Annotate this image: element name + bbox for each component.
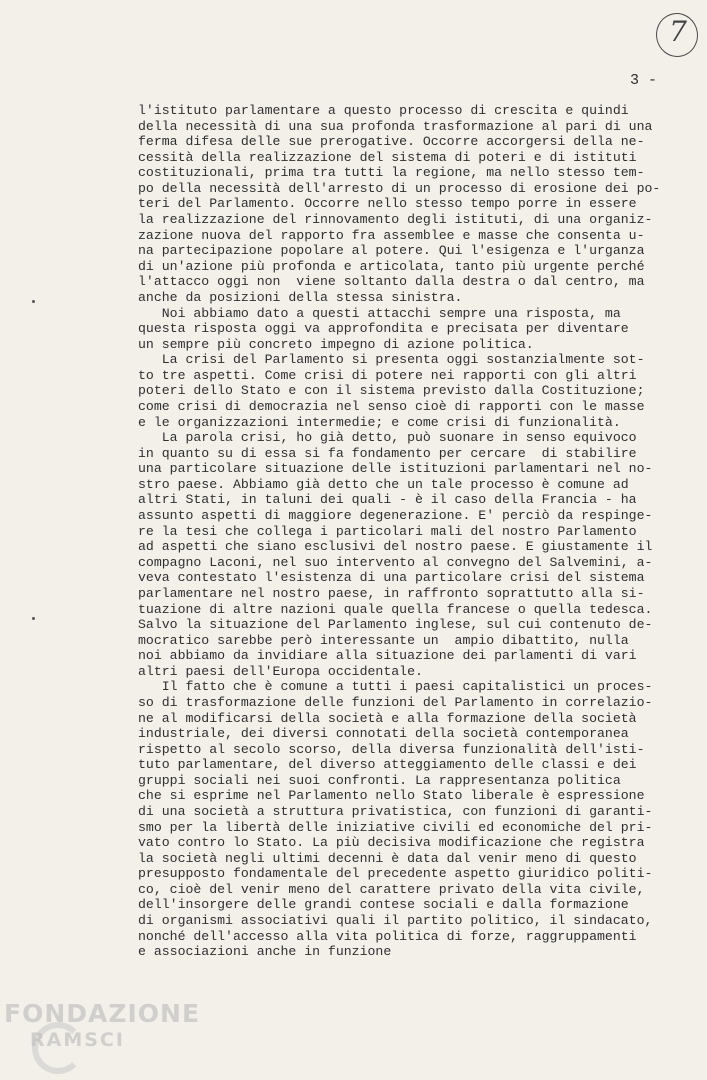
text-line: na partecipazione popolare al potere. Qui l'esigenza e l'urganza [138,243,645,259]
text-line: teri del Parlamento. Occorre nello stesso tempo porre in essere [138,196,637,212]
text-line: stro paese. Abbiamo già detto che un tale processo è comune ad [138,476,629,492]
text-line: la realizzazione del rinnovamento degli istituti, di una organiz- [138,212,653,228]
text-line: po della necessità dell'arresto di un processo di erosione dei po- [138,180,661,196]
text-line: l'istituto parlamentare a questo processo di crescita e quindi [138,103,629,118]
text-line: La parola crisi, ho già detto, può suonare in senso equivoco [138,430,637,446]
text-line: un sempre più concreto impegno di azione politica. [138,336,534,352]
text-line: e le organizzazioni intermedie; e come crisi di funzionalità. [138,414,621,430]
text-line: cessità della realizzazione del sistema di poteri e di istituti [138,149,637,165]
text-line: ad aspetti che siano esclusivi del nostro paese. E giustamente il [138,539,653,555]
text-line: nonché dell'accesso alla vita politica di forze, raggruppamenti [138,928,637,944]
text-line: re la tesi che collega i particolari mali del nostro Parlamento [138,523,637,539]
text-line: della necessità di una sua profonda trasformazione al pari di una [138,118,653,134]
text-line: assunto aspetti di maggiore degenerazione. E' perciò da respinge- [138,508,653,524]
page-number: 3 - [630,72,658,89]
text-line: rispetto al secolo scorso, della diversa funzionalità dell'isti- [138,741,645,757]
text-line: veva contestato l'esistenza di una particolare crisi del sistema [138,570,645,586]
text-line: una particolare situazione delle istituzioni parlamentari nel no- [138,461,653,477]
text-line: compagno Laconi, nel suo intervento al convegno del Salvemini, a- [138,554,653,570]
text-line: di organismi associativi quali il partito politico, il sindacato, [138,913,653,929]
text-line: presupposto fondamentale del precedente aspetto giuridico politi- [138,866,653,882]
text-line: come crisi di democrazia nel senso cioè di rapporti con le masse [138,398,645,414]
text-line: di una società a struttura privatistica, con funzioni di garanti- [138,804,653,820]
text-line: tuto parlamentare, del diverso atteggiamento delle classi e dei [138,757,637,773]
text-line: dell'insorgere delle grandi contese sociali e dalla formazione [138,897,629,913]
text-line: vato contro lo Stato. La più decisiva modificazione che registra [138,835,645,851]
watermark-line-2: RAMSCI [30,1029,125,1051]
typed-body-text [138,103,698,960]
text-line: so di trasformazione delle funzioni del Parlamento in correlazio- [138,694,653,710]
text-line: tuazione di altre nazioni quale quella francese o quella tedesca. [138,601,653,617]
text-line: l'attacco oggi non viene soltanto dalla destra o dal centro, ma [138,274,645,290]
text-line: la società negli ultimi decenni è data dal venir meno di questo [138,850,637,866]
text-line: co, cioè del venir meno del carattere privato della vita civile, [138,881,645,897]
watermark-logo [4,1000,204,1052]
text-line: anche da posizioni della stessa sinistra. [138,289,463,305]
margin-dot [32,617,35,620]
watermark-line-1: FONDAZIONE [4,999,201,1028]
text-line: Salvo la situazione del Parlamento inglese, sul cui contenuto de- [138,617,653,633]
folio-number: 7 [669,15,687,48]
text-line: smo per la libertà delle iniziative civili ed economiche del pri- [138,819,653,835]
text-line: Il fatto che è comune a tutti i paesi capitalistici un proces- [138,679,653,695]
text-line: altri paesi dell'Europa occidentale. [138,663,423,679]
text-line: to tre aspetti. Come crisi di potere nei rapporti con gli altri [138,367,637,383]
text-line: di un'azione più profonda e articolata, tanto più urgente perché [138,258,645,274]
text-line: costituzionali, prima tra tutti la regione, ma nello stesso tem- [138,165,645,181]
text-line: mocratico sarebbe però interessante un ampio dibattito, nulla [138,632,629,648]
text-line: industriale, dei diversi connotati della società contemporanea [138,726,629,742]
text-line: poteri dello Stato e con il sistema previsto dalla Costituzione; [138,383,645,399]
text-line: e associazioni anche in funzione [138,944,392,960]
text-line: ferma difesa delle sue prerogative. Occorre accorgersi della ne- [138,134,645,150]
margin-dot [32,300,35,303]
text-line: in quanto su di essa si fa fondamento per cercare di stabilire [138,445,637,461]
text-line: zazione nuova del rapporto fra assemblee e masse che consenta u- [138,227,645,243]
text-line: Noi abbiamo dato a questi attacchi sempre una risposta, ma [138,305,621,321]
text-line: ne al modificarsi della società e alla formazione della società [138,710,637,726]
watermark-g-icon [32,1022,84,1074]
text-line: che si esprime nel Parlamento nello Stato liberale è espressione [138,788,645,804]
text-line: noi abbiamo da invidiare alla situazione dei parlamenti di vari [138,648,637,664]
text-line: parlamentare nel nostro paese, in raffronto soprattutto alla si- [138,585,645,601]
text-line: questa risposta oggi va approfondita e precisata per diventare [138,321,629,337]
text-line: La crisi del Parlamento si presenta oggi sostanzialmente sot- [138,352,645,368]
text-line: altri Stati, in taluni dei quali - è il caso della Francia - ha [138,492,637,508]
text-line: gruppi sociali nei suoi confronti. La rappresentanza politica [138,772,621,788]
